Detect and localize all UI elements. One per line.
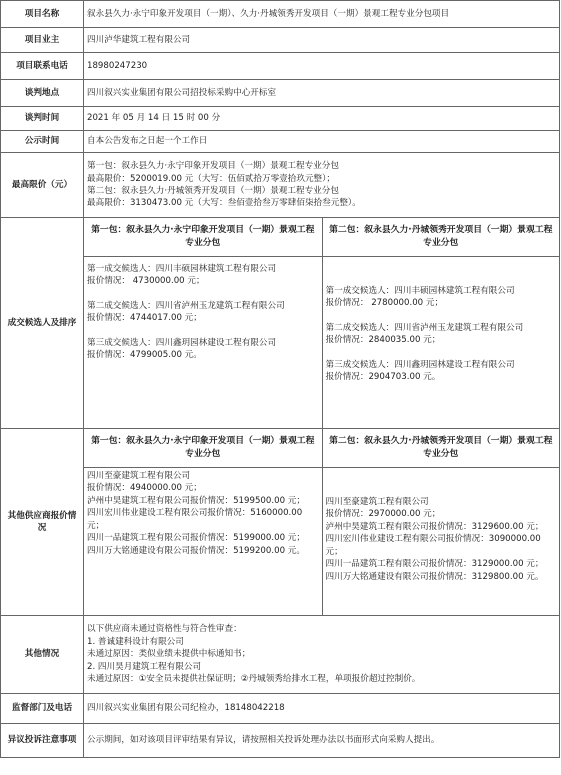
complaint-label: 异议投诉注意事项 bbox=[1, 724, 84, 758]
others-line: 四川至豪建筑工程有限公司 bbox=[325, 497, 429, 507]
candidate-price: 报价情况： 2780000.00 元； bbox=[325, 298, 444, 309]
row-phone bbox=[1, 53, 560, 80]
other-info-label: 其他情况 bbox=[1, 616, 84, 694]
candidates-pack1 bbox=[84, 257, 322, 428]
others-label: 其他供应商报价情况 bbox=[1, 429, 84, 616]
row-place bbox=[1, 80, 560, 107]
row-others bbox=[1, 429, 560, 616]
candidate-price: 报价情况：2904703.00 元。 bbox=[325, 372, 441, 383]
other-info-line: 未通过原因：①安全员未提供社保证明；②丹城领秀给排水工程，单项报价超过控制价。 bbox=[87, 674, 421, 685]
row-other-info bbox=[1, 616, 560, 694]
candidate-price: 报价情况：2840035.00 元； bbox=[325, 335, 441, 346]
others-line: 报价情况：4940000.00 元； bbox=[87, 483, 202, 494]
max-price-line: 最高限价：3130473.00 元（大写：叁佰壹拾叁万零肆佰柒拾叁元整）。 bbox=[87, 198, 361, 209]
others-line: 四川一品建筑工程有限公司报价情况：3129000.00 元； bbox=[325, 559, 544, 570]
candidate-name: 第一成交候选人：四川丰硕园林建筑工程有限公司 bbox=[87, 264, 277, 274]
publicity-value: 自本公告发布之日起一个工作日 bbox=[84, 131, 560, 153]
others-pack2-title: 第二包：叙永县久力·丹城领秀开发项目（一期）景观工程专业分包 bbox=[322, 429, 560, 467]
project-name-value: 叙永县久力·永宁印象开发项目（一期）、久力·丹城领秀开发项目（一期）景观工程专业分包项目 bbox=[84, 1, 560, 28]
others-line: 四川一品建筑工程有限公司报价情况：5199000.00 元； bbox=[87, 533, 305, 544]
candidates-label: 成交候选人及排序 bbox=[1, 218, 84, 429]
others-body bbox=[84, 429, 560, 616]
max-price-line: 第一包：叙永县久力·永宁印象开发项目（一期）景观工程专业分包 bbox=[87, 161, 339, 172]
others-pack1-title: 第一包：叙永县久力·永宁印象开发项目（一期）景观工程专业分包 bbox=[91, 436, 315, 459]
candidate-price: 报价情况： 4730000.00 元； bbox=[87, 276, 205, 287]
others-line: 报价情况：2970000.00 元； bbox=[325, 509, 441, 520]
others-line: 四川至豪建筑工程有限公司 bbox=[87, 471, 191, 481]
max-price-line: 最高限价：5200019.00 元（大写：伍佰贰拾万零壹拾玖元整）； bbox=[87, 173, 336, 184]
complaint-value: 公示期间，如对该项目评审结果有异议，请按照相关投诉处理办法以书面形式向采购人提出。 bbox=[84, 724, 560, 758]
row-supervisor bbox=[1, 694, 560, 724]
others-line: 四川宏川伟业建设工程有限公司报价情况：3090000.00 元； bbox=[325, 534, 541, 557]
place-label: 谈判地点 bbox=[1, 80, 84, 107]
time-value: 2021 年 05 月 14 日 15 时 00 分 bbox=[84, 107, 560, 131]
row-candidates bbox=[1, 218, 560, 429]
supervisor-value: 四川叙兴实业集团有限公司纪检办，18148042218 bbox=[84, 694, 560, 724]
candidate-price: 报价情况：4799005.00 元。 bbox=[87, 350, 202, 361]
place-value: 四川叙兴实业集团有限公司招投标采购中心开标室 bbox=[84, 80, 560, 107]
publicity-label: 公示时间 bbox=[1, 131, 84, 153]
row-project-name bbox=[1, 1, 560, 28]
max-price-label: 最高限价（元） bbox=[1, 153, 84, 218]
supervisor-label: 监督部门及电话 bbox=[1, 694, 84, 724]
others-line: 泸州中昊建筑工程有限公司报价情况：3129600.00 元； bbox=[325, 521, 544, 532]
row-publicity bbox=[1, 131, 560, 153]
time-label: 谈判时间 bbox=[1, 107, 84, 131]
phone-value: 18980247230 bbox=[84, 53, 560, 80]
candidate-name: 第二成交候选人：四川省泸州玉龙建筑工程有限公司 bbox=[87, 300, 285, 311]
candidates-pack1-title: 第一包：叙永县久力·永宁印象开发项目（一期）景观工程专业分包 bbox=[91, 225, 315, 248]
others-pack2 bbox=[322, 468, 560, 615]
candidate-name: 第三成交候选人：四川鑫玥园林建设工程有限公司 bbox=[325, 359, 515, 370]
phone-label: 项目联系电话 bbox=[1, 53, 84, 80]
max-price-line: 第二包：叙永县久力·丹城领秀开发项目（一期）景观工程专业分包 bbox=[87, 186, 339, 196]
others-line: 四川宏川伟业建设工程有限公司报价情况：5160000.00 元； bbox=[87, 508, 303, 531]
others-pack1 bbox=[84, 468, 322, 615]
project-name-label: 项目名称 bbox=[1, 1, 84, 28]
others-line: 泸州中昊建筑工程有限公司报价情况：5199500.00 元； bbox=[87, 495, 305, 506]
others-line: 四川万大铭通建设有限公司报价情况：3129800.00 元。 bbox=[325, 571, 544, 582]
candidate-name: 第二成交候选人：四川省泸州玉龙建筑工程有限公司 bbox=[325, 322, 524, 333]
other-info-line: 未通过原因：类似业绩未提供中标通知书； bbox=[87, 649, 251, 660]
other-info-line: 以下供应商未通过资格性与符合性审查： bbox=[87, 624, 242, 635]
other-info-value bbox=[84, 616, 560, 694]
candidates-pack2 bbox=[322, 257, 560, 428]
candidate-price: 报价情况：4744017.00 元； bbox=[87, 313, 202, 324]
candidate-name: 第一成交候选人：四川丰硕园林建筑工程有限公司 bbox=[325, 286, 515, 296]
owner-label: 项目业主 bbox=[1, 28, 84, 53]
candidate-name: 第三成交候选人：四川鑫玥园林建设工程有限公司 bbox=[87, 337, 277, 348]
row-max-price bbox=[1, 153, 560, 218]
max-price-value bbox=[84, 153, 560, 218]
row-time bbox=[1, 107, 560, 131]
row-owner bbox=[1, 28, 560, 53]
row-complaint bbox=[1, 724, 560, 758]
other-info-line: 2. 四川昊月建筑工程有限公司 bbox=[87, 661, 202, 672]
owner-value: 四川泸华建筑工程有限公司 bbox=[84, 28, 560, 53]
candidates-body bbox=[84, 218, 560, 429]
other-info-line: 1. 普诚建科设计有限公司 bbox=[87, 636, 184, 647]
candidates-pack2-title: 第二包：叙永县久力·丹城领秀开发项目（一期）景观工程专业分包 bbox=[322, 218, 560, 256]
others-line: 四川万大铭通建设有限公司报价情况：5199200.00 元。 bbox=[87, 545, 305, 556]
